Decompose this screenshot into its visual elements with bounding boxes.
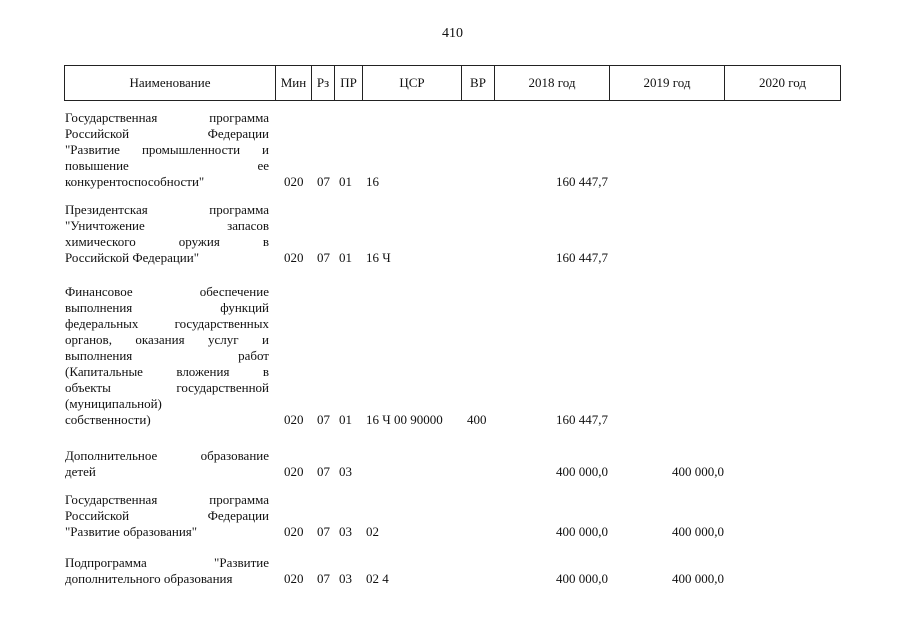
row-name-line: Президентская программа bbox=[65, 202, 269, 217]
cell-rz: 07 bbox=[317, 571, 330, 586]
row-name bbox=[65, 448, 269, 480]
row-name-line: конкурентоспособности" bbox=[65, 174, 205, 189]
cell-min: 020 bbox=[284, 464, 304, 479]
header-vr: ВР bbox=[462, 66, 495, 100]
page-number: 410 bbox=[442, 26, 463, 41]
cell-y2018: 160 447,7 bbox=[556, 250, 608, 265]
cell-y2018: 400 000,0 bbox=[556, 524, 608, 539]
cell-min: 020 bbox=[284, 571, 304, 586]
row-name-line: (муниципальной) bbox=[65, 396, 162, 411]
cell-rz: 07 bbox=[317, 250, 330, 265]
cell-y2019: 400 000,0 bbox=[672, 524, 724, 539]
cell-min: 020 bbox=[284, 524, 304, 539]
cell-csr: 02 4 bbox=[366, 571, 389, 586]
row-name-line: федеральных государственных bbox=[65, 316, 269, 331]
row-name-line: выполнения работ bbox=[65, 348, 269, 363]
row-name-line: дополнительного образования bbox=[65, 571, 233, 586]
cell-pr: 01 bbox=[339, 174, 352, 189]
cell-pr: 03 bbox=[339, 524, 352, 539]
header-2019: 2019 год bbox=[610, 66, 725, 100]
row-name bbox=[65, 202, 269, 266]
cell-csr: 02 bbox=[366, 524, 379, 539]
cell-csr: 16 Ч 00 90000 bbox=[366, 412, 443, 427]
row-name-line: Подпрограмма "Развитие bbox=[65, 555, 269, 570]
cell-pr: 01 bbox=[339, 250, 352, 265]
row-name-line: Российской Федерации bbox=[65, 508, 269, 523]
cell-pr: 03 bbox=[339, 571, 352, 586]
row-name-line: детей bbox=[65, 464, 96, 479]
row-name-line: собственности) bbox=[65, 412, 151, 427]
cell-rz: 07 bbox=[317, 464, 330, 479]
cell-vr: 400 bbox=[467, 412, 487, 427]
row-name-line: (Капитальные вложения в bbox=[65, 364, 269, 379]
header-pr: ПР bbox=[335, 66, 363, 100]
row-name-line: химического оружия в bbox=[65, 234, 269, 249]
cell-y2018: 400 000,0 bbox=[556, 571, 608, 586]
header-min: Мин bbox=[276, 66, 312, 100]
row-name-line: органов, оказания услуг и bbox=[65, 332, 269, 347]
row-name-line: Российской Федерации" bbox=[65, 250, 200, 265]
row-name-line: Государственная программа bbox=[65, 110, 269, 125]
cell-y2019: 400 000,0 bbox=[672, 571, 724, 586]
row-name-line: повышение ее bbox=[65, 158, 269, 173]
cell-min: 020 bbox=[284, 412, 304, 427]
cell-y2018: 400 000,0 bbox=[556, 464, 608, 479]
header-2020: 2020 год bbox=[759, 75, 806, 90]
cell-min: 020 bbox=[284, 174, 304, 189]
header-2018: 2018 год bbox=[495, 66, 610, 100]
cell-rz: 07 bbox=[317, 174, 330, 189]
cell-pr: 03 bbox=[339, 464, 352, 479]
row-name bbox=[65, 284, 269, 428]
header-name: Наименование bbox=[65, 66, 276, 100]
cell-y2018: 160 447,7 bbox=[556, 174, 608, 189]
row-name-line: Финансовое обеспечение bbox=[65, 284, 269, 299]
cell-y2018: 160 447,7 bbox=[556, 412, 608, 427]
row-name-line: Государственная программа bbox=[65, 492, 269, 507]
cell-csr: 16 bbox=[366, 174, 379, 189]
row-name-line: "Развитие промышленности и bbox=[65, 142, 269, 157]
cell-rz: 07 bbox=[317, 412, 330, 427]
row-name-line: выполнения функций bbox=[65, 300, 269, 315]
cell-min: 020 bbox=[284, 250, 304, 265]
cell-rz: 07 bbox=[317, 524, 330, 539]
header-csr: ЦСР bbox=[363, 66, 462, 100]
row-name-line: "Развитие образования" bbox=[65, 524, 198, 539]
cell-y2019: 400 000,0 bbox=[672, 464, 724, 479]
cell-pr: 01 bbox=[339, 412, 352, 427]
row-name bbox=[65, 555, 269, 587]
cell-csr: 16 Ч bbox=[366, 250, 391, 265]
row-name-line: Дополнительное образование bbox=[65, 448, 269, 463]
row-name-line: объекты государственной bbox=[65, 380, 269, 395]
row-name bbox=[65, 110, 269, 190]
row-name-line: "Уничтожение запасов bbox=[65, 218, 269, 233]
row-name bbox=[65, 492, 269, 540]
table-header bbox=[64, 65, 841, 101]
header-rz: Рз bbox=[312, 66, 335, 100]
row-name-line: Российской Федерации bbox=[65, 126, 269, 141]
